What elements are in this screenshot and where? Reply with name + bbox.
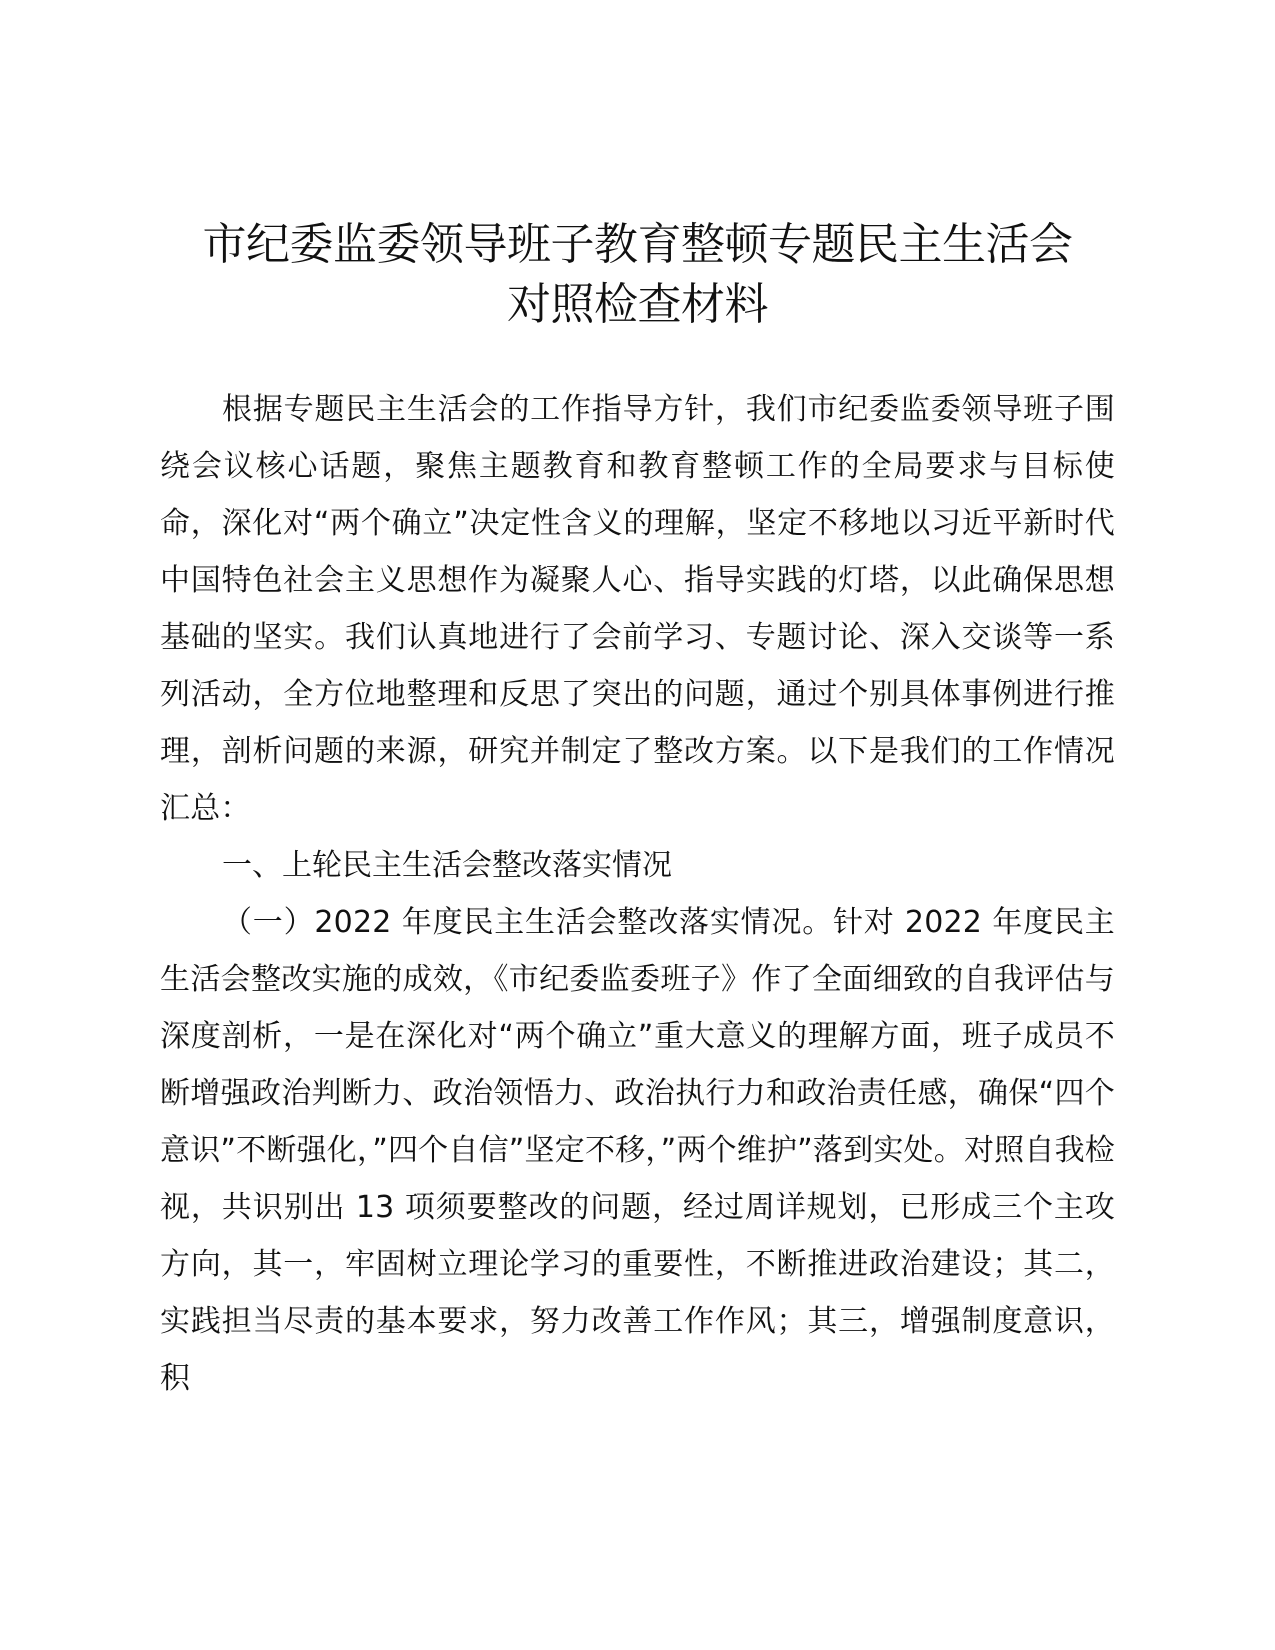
- section-heading-1: 一、上轮民主生活会整改落实情况: [222, 848, 672, 883]
- intro-paragraph: 根据专题民主生活会的工作指导方针，我们市纪委监委领导班子围绕会议核心话题，聚焦主题教育和教育整顿工作的全局要求与目标使命，深化对“两个确立”决定性含义的理解，坚定不移地以习近平新时代中国特色社会主义思想作为凝聚人心、指导实践的灯塔，以此确保思想基础的坚实。我们认真地进行了会前学习、专题讨论、深入交谈等一系列活动，全方位地整理和反思了突出的问题，通过个别具体事例进行推理，剖析问题的来源，研究并制定了整改方案。以下是我们的工作情况汇总：: [160, 392, 1115, 826]
- title-line-2: 对照检查材料: [507, 279, 768, 330]
- document-body: [160, 381, 1115, 1407]
- section-1-paragraph: （一）2022 年度民主生活会整改落实情况。针对 2022 年度民主生活会整改实施的成效，《市纪委监委班子》作了全面细致的自我评估与深度剖析，一是在深化对“两个确立”重大意义的理解方面，班子成员不断增强政治判断力、政治领悟力、政治执行力和政治责任感，确保“四个意识”不断强化，”四个自信”坚定不移，”两个维护”落到实处。对照自我检视，共识别出 13 项须要整改的问题，经过周详规划，已形成三个主攻方向，其一，牢固树立理论学习的重要性，不断推进政治建设；其二，实践担当尽责的基本要求，努力改善工作作风；其三，增强制度意识，积: [160, 905, 1115, 1396]
- title-line-1: 市纪委监委领导班子教育整顿专题民主生活会: [202, 219, 1073, 270]
- document-title: [160, 215, 1115, 335]
